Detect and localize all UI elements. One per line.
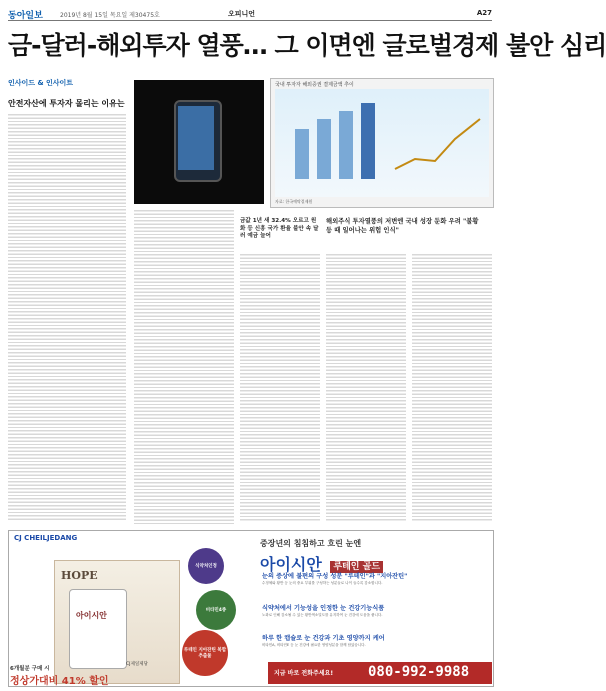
ad-promo-condition: 6개월분 구매 시 xyxy=(10,666,50,672)
article-body-col5 xyxy=(412,252,492,522)
product-name: 아이시안 xyxy=(76,611,107,620)
ad-tagline: 중장년의 침침하고 흐린 눈엔 xyxy=(260,539,362,548)
section-name: 오피니언 xyxy=(228,10,256,18)
product-jar-image xyxy=(69,589,127,669)
body-text-block xyxy=(326,252,406,522)
ad-footer xyxy=(8,660,492,686)
ad-phone-banner[interactable] xyxy=(268,662,492,684)
ad-phone-number[interactable]: 080-992-9988 xyxy=(368,664,470,680)
body-text-block xyxy=(240,252,320,522)
infographic-chart-graphic xyxy=(275,89,489,197)
infographic-chart-image xyxy=(275,89,489,197)
column-kicker: 인사이드 & 인사이트 xyxy=(8,79,74,87)
ad-title-suffix: 루테인 골드 xyxy=(330,561,383,573)
ad-feature-heading: 눈의 증상에 불편의 구성 성분 "루테인"과 "지아잔틴" xyxy=(262,573,408,580)
ad-badge-certified: 식약처인정 xyxy=(188,548,224,584)
body-text-block xyxy=(134,208,234,524)
ad-feature-heading: 하루 한 캡슐로 눈 건강과 기초 영양까지 케어 xyxy=(262,635,385,642)
ad-feature xyxy=(262,606,488,617)
ad-title-text: 아이시안 xyxy=(260,555,322,574)
body-text-block xyxy=(412,252,492,522)
ad-feature xyxy=(262,574,488,585)
article-photo xyxy=(134,80,264,204)
ad-company-mark: CJ제일제당 xyxy=(126,662,148,667)
ad-badge-vitamin: 비타민4종 xyxy=(196,590,236,630)
dateline: 2019년 8월 15일 목요일 제30475호 xyxy=(60,12,160,19)
article-body-col3 xyxy=(240,252,320,522)
ad-badge-lutein: 루테인 지아잔틴 복합추출물 xyxy=(182,630,228,676)
body-text-block xyxy=(8,112,126,522)
ad-feature-text: 수정체와 황반 등 눈의 중요 부위를 구성하는 성분들로 나이 들수록 감소합니다. xyxy=(262,580,383,585)
product-brand: HOPE xyxy=(61,569,98,582)
masthead-logo: 동아일보 xyxy=(8,11,43,21)
mid-subhead: 금값 1년 새 32.4% 오르고 원화 등 신흥 국가 환율 불안 속 달러 예금 늘어 xyxy=(240,218,319,239)
ad-title xyxy=(260,552,383,575)
ad-price-promo xyxy=(10,664,109,687)
article-body-col1 xyxy=(8,112,126,522)
infographic-title: 국내 투자자 해외증권 결제금액 추이 xyxy=(275,82,354,88)
ad-feature xyxy=(262,636,488,647)
ad-feature-heading: 식약처에서 기능성을 인정한 눈 건강기능식품 xyxy=(262,605,385,612)
ad-order-label: 지금 바로 전화주세요! xyxy=(274,670,334,677)
main-headline: 금-달러-해외투자 열풍… 그 이면엔 글로벌경제 불안 심리 xyxy=(8,31,606,60)
column-title: 안전자산에 투자자 몰리는 이유는 xyxy=(8,99,125,108)
phone-screen xyxy=(178,106,214,170)
ad-feature-text: 비타민A, 비타민E 등 눈 건강에 필요한 영양성분을 함께 담았습니다. xyxy=(262,642,366,647)
page-number: A27 xyxy=(476,9,492,17)
ad-feature-text: 노화로 인해 감소될 수 있는 황반색소밀도를 유지하여 눈 건강에 도움을 줍니다. xyxy=(262,612,383,617)
infographic xyxy=(270,78,494,208)
article-body-col4 xyxy=(326,252,406,522)
ad-company-logo: CJ CHEILJEDANG xyxy=(14,534,78,542)
ad-discount: 정상가대비 41% 할인 xyxy=(10,676,109,687)
page-header xyxy=(8,8,492,21)
article-deck: 해외주식 투자열풍의 저변엔 국내 성장 둔화 우려 "불황 등 때 일어나는 위험 인식" xyxy=(326,218,479,234)
infographic-caption: 자료: 한국예탁결제원 xyxy=(275,199,313,204)
article-body-col2 xyxy=(134,208,234,524)
